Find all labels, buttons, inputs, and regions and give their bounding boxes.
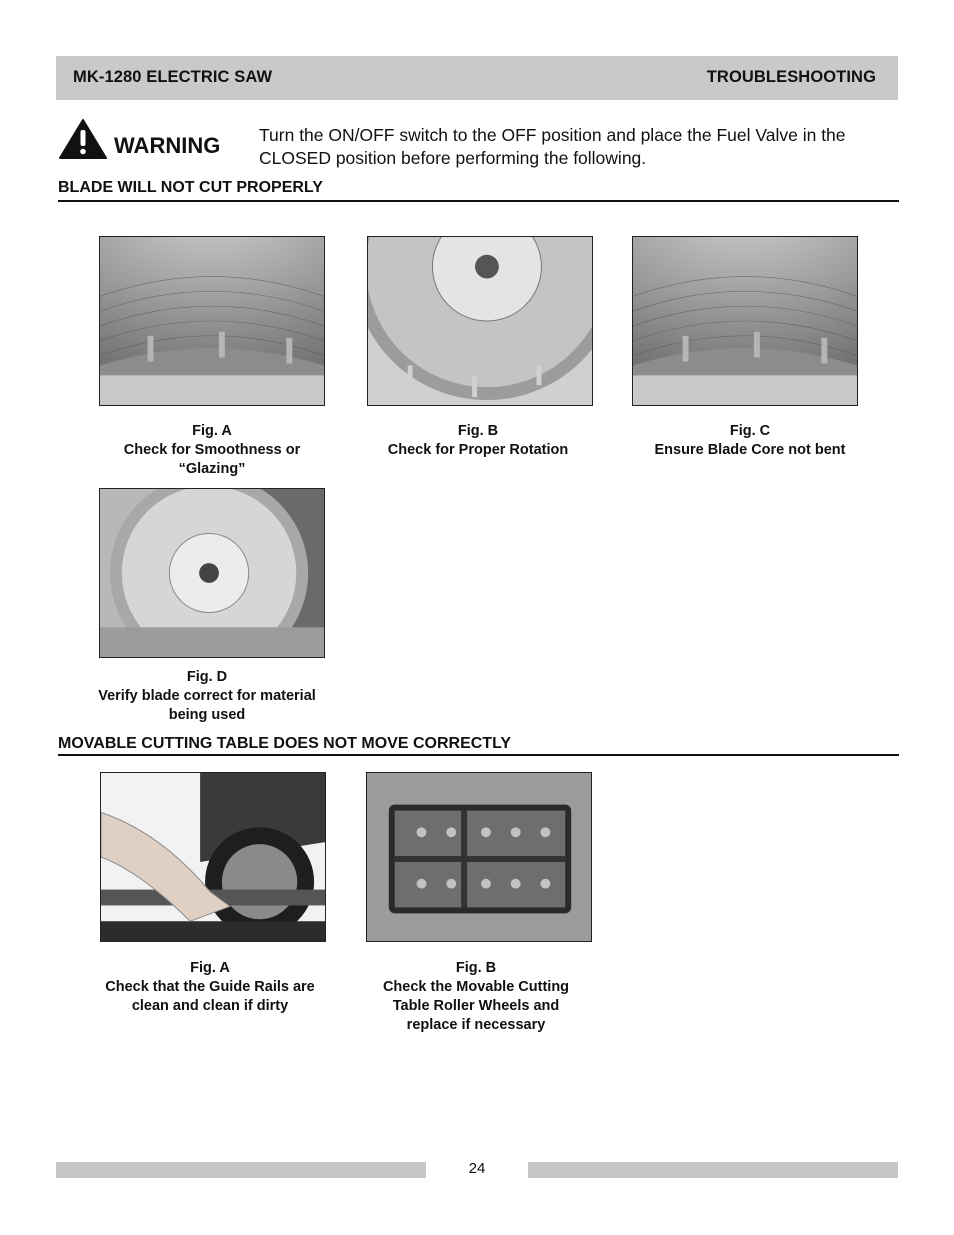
blade-rotation-photo (367, 236, 593, 406)
blade-glazing-photo (99, 236, 325, 406)
figure-caption: Verify blade correct for material being used (98, 688, 316, 723)
figure-label: Fig. B (455, 960, 497, 976)
figure-label: Fig. B (457, 423, 499, 439)
figure-caption: Ensure Blade Core not bent (654, 442, 846, 458)
section-title-blade: BLADE WILL NOT CUT PROPERLY (58, 179, 323, 196)
section-title-table: MOVABLE CUTTING TABLE DOES NOT MOVE CORRECTLY (58, 735, 512, 752)
figure-label: Fig. D (186, 669, 228, 685)
figure-caption: Check that the Guide Rails are clean and clean if dirty (105, 979, 315, 1014)
footer-bar-right (528, 1162, 898, 1178)
figure-label: Fig. A (192, 423, 232, 439)
page-number: 24 (468, 1160, 486, 1177)
section-divider (58, 754, 899, 756)
blade-material-photo (99, 488, 325, 658)
document-title: MK-1280 ELECTRIC SAW (73, 68, 273, 86)
warning-text: Turn the ON/OFF switch to the OFF position and place the Fuel Valve in the CLOSED position before performing the following. (259, 125, 846, 168)
section-name: TROUBLESHOOTING (706, 68, 876, 86)
figure-caption: Check the Movable Cutting Table Roller Wheels and replace if necessary (382, 979, 570, 1033)
figure-label: Fig. A (190, 960, 230, 976)
figure-caption: Check for Proper Rotation (387, 442, 569, 458)
figure-caption: Check for Smoothness or “Glazing” (123, 442, 301, 477)
roller-wheels-photo (366, 772, 592, 942)
blade-core-photo (632, 236, 858, 406)
figure-label: Fig. C (729, 423, 771, 439)
warning-label: WARNING (114, 133, 221, 158)
warning-triangle-icon (58, 118, 108, 165)
footer-bar-left (56, 1162, 426, 1178)
guide-rails-photo (100, 772, 326, 942)
section-divider (58, 200, 899, 202)
